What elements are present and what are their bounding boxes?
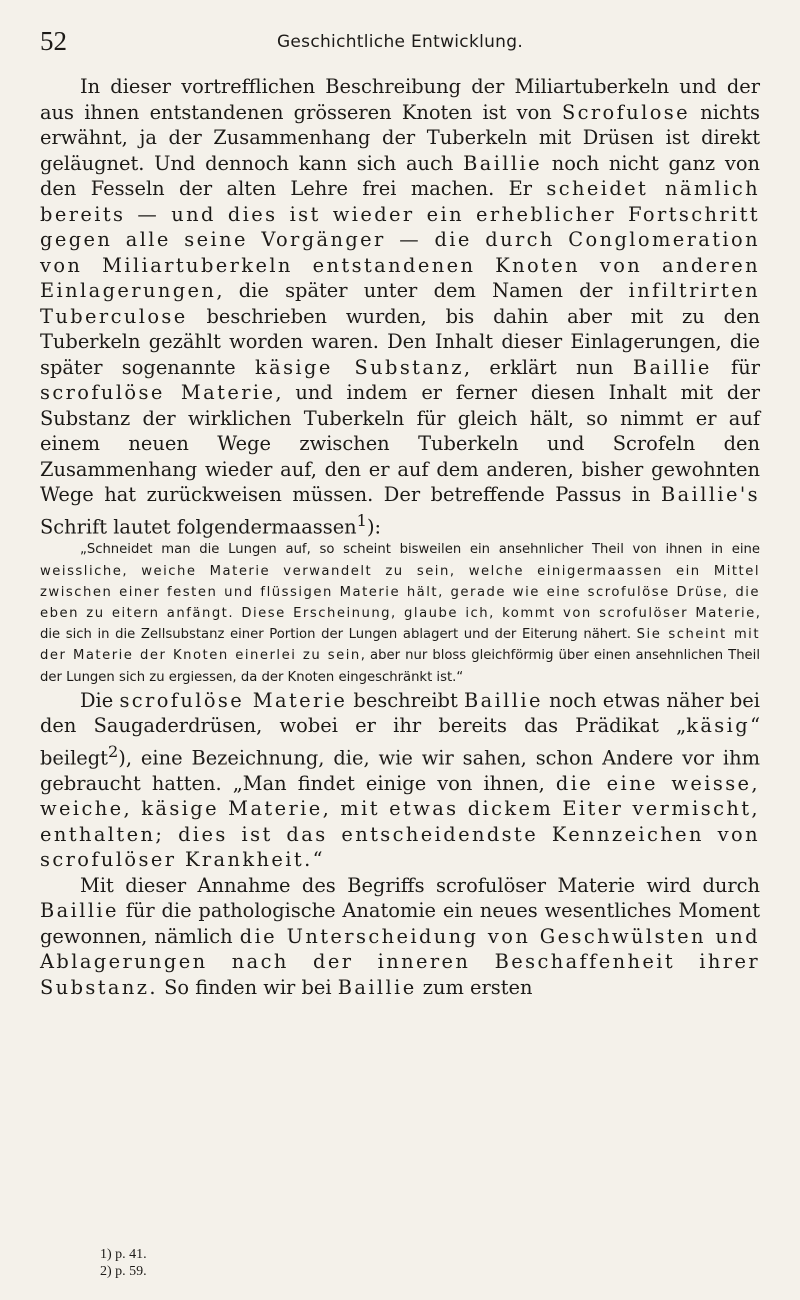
page-number: 52	[40, 26, 67, 56]
spaced-emphasis: weissliche, weiche Materie verwandelt zu sein, welche einigermaassen ein Mittel zwischen einer festen und flüssigen Materie hält, gerade wie eine scrofulöse Drüse, die eben zu eitern anfängt. Diese Erscheinung, glaube ich, kommt von scrofulöser Materie	[40, 563, 760, 622]
footnote-2: 2) p. 59.	[100, 1264, 147, 1279]
author-name: Baillie's	[661, 483, 760, 506]
author-name: Baillie	[632, 355, 712, 379]
author-name: Baillie	[40, 899, 119, 923]
running-title: Geschichtliche Entwicklung.	[276, 32, 524, 52]
spaced-emphasis: käsige Substanz	[254, 355, 464, 379]
footnote-1: 1) p. 41.	[100, 1247, 147, 1262]
spaced-emphasis: scrofulöse Materie	[40, 381, 276, 404]
spaced-emphasis: Sie scheint mit der Materie der Knoten einerlei zu sein	[40, 627, 760, 664]
footnote-ref: 1	[356, 510, 367, 530]
spaced-emphasis: scrofulöse Materie	[119, 688, 348, 712]
spaced-emphasis: infiltrirten Tuberculose	[40, 279, 760, 328]
page-header	[40, 26, 760, 62]
paragraph-1: In dieser vortrefflichen Beschreibung der Miliartuberkeln und der aus ihnen entstandenen grösseren Knoten ist von Scrofulose nichts erwähnt, ja der Zusammenhang der Tuberkeln mit Drüsen ist direkt geläugnet. Und dennoch kann sich auch Baillie noch nicht ganz von den Fesseln der alten Lehre frei machen. Er scheidet nämlich bereits — und dies ist wieder ein erheblicher Fortschritt gegen alle seine Vorgänger — die durch Conglomeration von Miliartuberkeln entstandenen Knoten von anderen Einlagerungen, die später unter dem Namen der infiltrirten Tuberculose beschrieben wurden, bis dahin aber mit zu den Tuberkeln gezählt worden waren. Den Inhalt dieser Einlagerungen, die später sogenannte käsige Substanz, erklärt nun Baillie für scrofulöse Materie, und indem er ferner diesen Inhalt mit der Substanz der wirklichen Tuberkeln für gleich hält, so nimmt er auf einem neuen Wege zwischen Tuberkeln und Scrofeln den Zusammenhang wieder auf, den er auf dem anderen, bisher gewohnten Wege hat zurückweisen müssen. Der betreffende Passus in Baillie's Schrift lautet folgendermaassen$^1$):	[40, 75, 761, 538]
paragraph-3: Mit dieser Annahme des Begriffs scrofulöser Materie wird durch Baillie für die pathologische Anatomie ein neues wesentliches Moment gewonnen, nämlich die Unterscheidung von Geschwülsten und Ablagerungen nach der inneren Beschaffenheit ihrer Substanz. So finden wir bei Baillie zum ersten	[40, 873, 760, 999]
author-name: Baillie	[337, 975, 417, 999]
spaced-emphasis: käsig	[686, 714, 751, 738]
author-name: Baillie	[463, 151, 542, 175]
footnotes	[100, 1246, 147, 1280]
spaced-emphasis: Scrofulose	[561, 100, 690, 124]
body-text	[40, 74, 760, 1000]
spaced-emphasis: die Unterscheidung von Geschwülsten und Ablagerungen nach der inneren Beschaffenheit ihrer Substanz.	[40, 924, 760, 999]
spaced-emphasis: scheidet nämlich bereits — und dies ist wieder ein erheblicher Fortschritt gegen alle seine Vorgänger — die durch Conglomeration von Miliartuberkeln entstandenen Knoten von anderen Einlagerungen	[40, 177, 760, 302]
author-name: Baillie	[463, 688, 543, 712]
footnote-ref: 2	[107, 741, 119, 761]
spaced-emphasis: die eine weisse, weiche, käsige Materie, mit etwas dickem Eiter vermischt, enthalten; dies ist das entscheidendste Kennzeichen von scrofulöser Krankheit.	[40, 771, 760, 872]
paragraph-2: Die scrofulöse Materie beschreibt Baillie noch etwas näher bei den Saugaderdrüsen, wobei er ihr bereits das Prädikat „käsig“ beilegt$^2$), eine Bezeichnung, die, wie wir sahen, schon Andere vor ihm gebraucht hatten. „Man findet einige von ihnen, die eine weisse, weiche, käsige Materie, mit etwas dickem Eiter vermischt, enthalten; dies ist das entscheidendste Kennzeichen von scrofulöser Krankheit.“	[40, 688, 760, 872]
block-quote: „Schneidet man die Lungen auf, so scheint bisweilen ein ansehnlicher Theil von ihnen in eine weissliche, weiche Materie verwandelt zu sein, welche einigermaassen ein Mittel zwischen einer festen und flüssigen Materie hält, gerade wie eine scrofulöse Drüse, die eben zu eitern anfängt. Diese Erscheinung, glaube ich, kommt von scrofulöser Materie, die sich in die Zellsubstanz einer Portion der Lungen ablagert und der Eiterung nähert. Sie scheint mit der Materie der Knoten einerlei zu sein, aber nur bloss gleichförmig über einen ansehnlichen Theil der Lungen sich zu ergiessen, da der Knoten eingeschränkt ist.“	[40, 542, 760, 685]
